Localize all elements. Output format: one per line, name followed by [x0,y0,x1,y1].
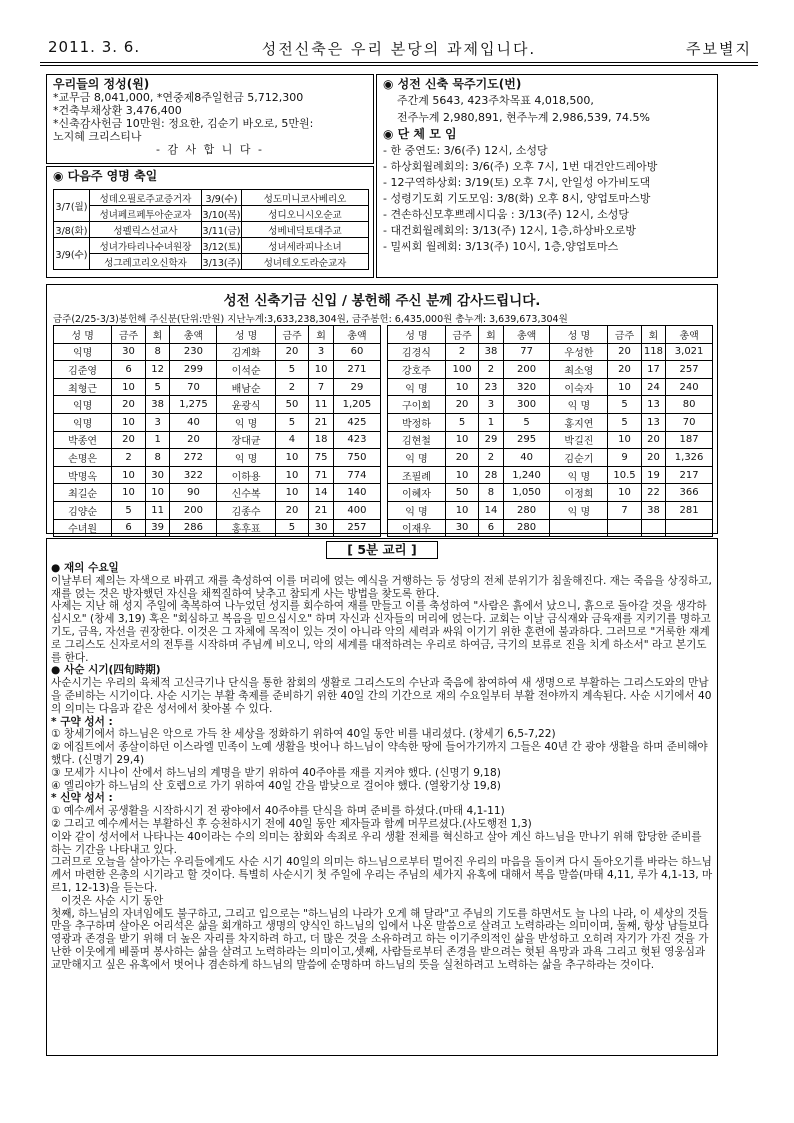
donor-amount-cell: 1 [479,413,503,431]
donor-name-cell: 익 명 [388,501,446,519]
donor-amount-cell: 7 [608,501,641,519]
donor-amount-cell: 366 [666,484,713,502]
donor-amount-cell: 2 [445,343,478,361]
header-rule-2 [40,65,758,66]
ot-item: ① 창세기에서 하느님은 악으로 가득 찬 세상을 정화하기 위하여 40일 동안 비를 내리셨다. (창세기 6,5-7,22) [51,728,556,741]
donor-amount-cell: 240 [666,378,713,396]
donor-amount-cell: 5 [275,361,309,379]
donor-name-cell: 익 명 [550,396,608,414]
prayer-groups-box [376,74,718,278]
donor-name-cell: 박명옥 [54,466,112,484]
fund-row [388,519,713,537]
donor-amount-cell: 6 [479,519,503,537]
donor-amount-cell: 400 [333,501,380,519]
nameday-date: 3/10(목) [202,206,242,222]
bulletin-title: 성전신축은 우리 본당의 과제입니다. [261,40,537,58]
donor-amount-cell: 774 [333,466,380,484]
groups-title: 단 체 모 임 [397,127,457,141]
donor-amount-cell: 5 [608,396,641,414]
donor-amount-cell: 2 [112,449,146,467]
doctrine-box [46,538,718,1056]
offering-thanks: - 감 사 합 니 다 - [155,143,265,156]
donor-name-cell: 김준영 [54,361,112,379]
donor-name-cell: 장대균 [217,431,275,449]
donor-amount-cell: 70 [666,413,713,431]
donor-amount-cell: 5 [608,413,641,431]
nameday-box [46,166,374,278]
fund-row [54,361,381,379]
donor-name-cell: 조필례 [388,466,446,484]
donor-amount-cell: 3 [145,413,170,431]
nt-item: ② 그리고 예수께서는 부활하신 후 승천하시기 전에 40일 동안 제자들과 함께 머무르셨다.(사도행전 1,3) [51,817,532,830]
donor-name-cell: 최길순 [54,484,112,502]
doctrine-paragraph: 사제는 지난 해 성지 주일에 축복하여 나누었던 성지를 회수하여 재를 만들고 이를 축성하여 "사람은 흙에서 났으니, 흙으로 돌아갈 것을 생각하십시오" (창세 3,19) 혹은 "회심하고 복음을 믿으십시오" 하며 자신과 신자들의 머리에 얹는다. 교회는 이날 금식재와 금육재를 지키기를 명하고 기도, 금욕, 자선을 권장한다. 이것은 그 자체에 목적이 있는 것이 아니라 악의 세력과 싸워 이기기 위한 훈련에 불과하다. 그러므로 "거룩한 재계로 그리스도 신자로서의 전투를 시작하며 주님께 비오니, 악의 세계를 대적하려는 우리로 하여금, 극기의 보류로 진을 치게 하소서" 라고 본기도를 한다. [51,600,711,664]
donor-amount-cell: 12 [145,361,170,379]
fund-row [388,343,713,361]
nameday-saint: 성녀가타리나수녀원장 [90,238,202,254]
donor-name-cell: 이혜자 [388,484,446,502]
donor-amount-cell: 5 [445,413,478,431]
fund-header-cell: 금주 [112,326,146,344]
donor-amount-cell: 30 [112,343,146,361]
donor-amount-cell: 2 [275,378,309,396]
donor-amount-cell: 30 [445,519,478,537]
donor-name-cell: 최소영 [550,361,608,379]
donor-amount-cell: 6 [112,361,146,379]
donor-name-cell: 익 명 [217,413,275,431]
doctrine-paragraph: 이와 같이 성서에서 나타나는 40이라는 수의 의미는 참회와 속죄로 우리 생활 전체를 혁신하고 살아 계신 하느님을 만나기 위해 합당한 준비를 하는 기간을 나타내고 있다. [51,830,702,856]
donor-amount-cell [608,519,641,537]
donor-amount-cell: 2 [479,361,503,379]
donor-amount-cell: 10 [608,378,641,396]
prayer-line: 전주누계 2,980,891, 현주누계 2,986,539, 74.5% [397,111,650,124]
page-header [40,36,758,60]
donor-name-cell: 신수복 [217,484,275,502]
donor-amount-cell: 10 [275,466,309,484]
donor-amount-cell: 13 [641,396,665,414]
donor-amount-cell: 18 [309,431,334,449]
donor-amount-cell: 118 [641,343,665,361]
donor-amount-cell: 30 [309,519,334,537]
offering-box [46,74,374,164]
nameday-date: 3/13(주) [202,254,242,270]
fund-header-cell: 회 [641,326,665,344]
donor-amount-cell: 3 [479,396,503,414]
donor-amount-cell: 71 [309,466,334,484]
donor-name-cell: 익 명 [550,501,608,519]
donor-amount-cell: 20 [641,431,665,449]
donor-amount-cell: 217 [666,466,713,484]
prayer-line: 주간계 5643, 423주차목표 4,018,500, [397,94,594,107]
donor-amount-cell: 5 [275,413,309,431]
ot-item: ② 에집트에서 종살이하던 이스라엘 민족이 노예 생활을 벗어나 하느님이 약속한 땅에 들어가기까지 그들은 40년 간 광야 생활을 하며 준비해야 했다. (신명기 29,4) [51,741,708,766]
donor-amount-cell: 320 [503,378,550,396]
bulletin-date: 2011. 3. 6. [48,38,141,56]
donor-amount-cell: 70 [170,378,217,396]
offering-line: *신축감사헌금 10만원: 정요한, 김순기 바오로, 5만원: [53,117,314,130]
donor-amount-cell: 10 [112,413,146,431]
donor-name-cell: 익 명 [388,449,446,467]
fund-row [388,431,713,449]
donor-amount-cell: 23 [479,378,503,396]
donor-amount-cell: 280 [503,519,550,537]
offering-line: *건축부채상환 3,476,400 [53,104,182,117]
donor-amount-cell: 300 [503,396,550,414]
fund-header-cell: 회 [145,326,170,344]
doctrine-title: [ 5분 교리 ] [326,541,437,559]
donor-name-cell: 이재우 [388,519,446,537]
donor-name-cell: 이정희 [550,484,608,502]
donor-name-cell: 박종연 [54,431,112,449]
nameday-saint: 성데오필로주교증거자 [90,190,202,206]
donor-amount-cell: 10 [608,484,641,502]
donor-amount-cell: 11 [309,396,334,414]
fund-row [54,449,381,467]
donor-amount-cell: 50 [445,484,478,502]
doctrine-paragraph: 첫째, 하느님의 자녀임에도 불구하고, 그리고 입으로는 "하느님의 나라가 오게 해 달라"고 주님의 기도를 하면서도 늘 나의 나라, 이 세상의 것들만을 추구하며 살아온 어리석은 삶을 회개하고 생명의 양식인 하느님의 입에서 나온 말씀으로 살려고 노력하라는 의미이며, 둘째, 항상 남들보다 영광과 존경을 받기 위해 더 높은 자리를 차지하려 하고, 더 많은 것을 소유하려고 하는 이기주의적인 삶을 반성하고 오히려 자기가 가진 것을 가난한 이웃에게 베풀며 봉사하는 삶을 살려고 노력하라는 의미이고,셋째, 사람들로부터 존경을 받으려는 헛된 욕망과 과욕 그리고 헛된 영웅심과 교만해지고 싶은 유혹에서 벗어나 겸손하게 하느님의 말씀에 순명하며 하느님의 뜻을 실천하려고 노력하는 삶을 추구하라는 것이다. [51,907,709,971]
fund-row [54,396,381,414]
nameday-table [53,189,369,270]
donor-amount-cell: 30 [145,466,170,484]
donor-amount-cell: 187 [666,431,713,449]
donor-amount-cell: 21 [309,413,334,431]
doctrine-paragraph: 사순시기는 우리의 육체적 고신극기나 단식을 통한 참회의 생활로 그리스도의 수난과 죽음에 참여하여 새 생명으로 부활하는 그리스도와의 만남을 준비하는 시기이다. 사순 시기는 부활 축제를 준비하기 위한 40일 간의 기간으로 재의 수요일부터 부활 전야까지 계속된다. 사순 시기에서 40의 의미는 다음과 같은 성서에서 찾아볼 수 있다. [51,677,712,715]
donor-amount-cell: 425 [333,413,380,431]
donor-name-cell: 최형근 [54,378,112,396]
nt-item: ① 예수께서 공생활을 시작하시기 전 광야에서 40주야를 단식을 하며 준비를 하셨다.(마태 4,1-11) [51,805,505,818]
donor-amount-cell: 10 [309,361,334,379]
bullet-icon: ● [51,664,64,677]
donor-amount-cell: 20 [445,449,478,467]
donor-amount-cell: 40 [170,413,217,431]
donor-amount-cell: 19 [641,466,665,484]
fund-row [388,378,713,396]
donor-amount-cell: 77 [503,343,550,361]
fund-row [54,501,381,519]
donor-amount-cell: 5 [503,413,550,431]
doctrine-subheading: * 신약 성서 : [51,792,113,805]
donor-amount-cell: 1,050 [503,484,550,502]
donor-amount-cell: 10 [112,484,146,502]
donor-amount-cell: 20 [112,431,146,449]
donor-amount-cell: 1 [145,431,170,449]
ot-item: ③ 모세가 시나이 산에서 하느님의 계명을 받기 위하여 40주야를 재를 지켜야 했다. (신명기 9,18) [51,766,501,779]
donor-amount-cell: 20 [275,343,309,361]
fund-row [388,449,713,467]
donor-amount-cell: 10 [145,484,170,502]
donor-amount-cell: 14 [479,501,503,519]
donor-amount-cell: 272 [170,449,217,467]
donor-amount-cell: 29 [333,378,380,396]
nameday-day: 3/9(수) [54,238,90,270]
donor-amount-cell: 10 [445,466,478,484]
donor-amount-cell: 1,275 [170,396,217,414]
donor-amount-cell: 299 [170,361,217,379]
fund-row [388,466,713,484]
nameday-title: 다음주 영명 축일 [67,169,158,183]
nameday-day: 3/8(화) [54,222,90,238]
bullet-icon: ● [51,562,64,574]
donor-amount-cell: 17 [641,361,665,379]
doctrine-heading: 사순 시기(四旬時期) [63,664,161,677]
nameday-saint: 성녀페르페투아순교자 [90,206,202,222]
fund-row [388,361,713,379]
donor-amount-cell: 38 [641,501,665,519]
nameday-saint: 성녀테오도라순교자 [242,254,369,270]
donor-amount-cell: 5 [112,501,146,519]
donor-amount-cell: 38 [479,343,503,361]
nameday-date: 3/12(토) [202,238,242,254]
donor-amount-cell: 140 [333,484,380,502]
nameday-saint: 성펠릭스선교사 [90,222,202,238]
donor-amount-cell: 8 [145,449,170,467]
donor-amount-cell [666,519,713,537]
fund-row [54,466,381,484]
donor-amount-cell: 39 [145,519,170,537]
doctrine-heading: 재의 수요일 [63,562,119,574]
radio-icon: ◉ [53,169,68,183]
donor-name-cell: 김종수 [217,501,275,519]
donor-name-cell [550,519,608,537]
fund-header-cell: 금주 [445,326,478,344]
nameday-date: 3/11(금) [202,222,242,238]
donor-amount-cell: 271 [333,361,380,379]
donor-name-cell: 익 명 [217,449,275,467]
fund-row [388,484,713,502]
offering-title: 우리들의 정성(원) [53,77,150,91]
nameday-day: 3/7(월) [54,190,90,222]
prayer-title: 성전 신축 묵주기도(번) [397,77,522,91]
header-rule [40,62,758,63]
fund-header-cell: 성 명 [217,326,275,344]
donor-name-cell: 익명 [54,343,112,361]
donor-name-cell: 우성한 [550,343,608,361]
donor-name-cell: 홍지연 [550,413,608,431]
donor-name-cell: 박길진 [550,431,608,449]
fund-row [388,396,713,414]
fund-title: 성전 신축기금 신입 / 봉헌해 주신 분께 감사드립니다. [223,293,541,309]
fund-row [388,501,713,519]
donor-amount-cell: 3,021 [666,343,713,361]
doctrine-paragraph: 그러므로 오늘을 살아가는 우리들에게도 사순 시기 40일의 의미는 하느님으로부터 멀어진 우리의 마음을 돌이켜 다시 돌아오기를 바라는 하느님께서 마련한 은총의 시기라고 할 것이다. 특별히 사순시기 첫 주일에 우리는 주님의 세가지 유혹에 대해서 복음 말씀(마태 4,11, 루가 4,1-13, 마르1, 12-13)을 듣는다. [51,856,713,894]
donor-amount-cell: 8 [145,343,170,361]
group-item: - 12구역하상회: 3/19(토) 오후 7시, 안일성 아가비도댁 [383,176,651,189]
donor-name-cell: 김계화 [217,343,275,361]
donor-amount-cell: 750 [333,449,380,467]
group-item: - 성령기도회 기도모임: 3/8(화) 오후 8시, 양업토마스방 [383,192,651,205]
fund-header-cell: 총액 [666,326,713,344]
radio-icon: ◉ [383,127,398,141]
donor-name-cell: 익명 [54,413,112,431]
offering-line: 노지혜 크리스티나 [53,130,142,143]
donor-amount-cell: 10.5 [608,466,641,484]
donor-name-cell: 배남순 [217,378,275,396]
nameday-date: 3/9(수) [202,190,242,206]
donor-amount-cell: 9 [608,449,641,467]
donor-amount-cell: 3 [309,343,334,361]
fund-row [54,431,381,449]
fund-row [54,484,381,502]
doctrine-subheading: * 구약 성서 : [51,715,113,728]
doctrine-paragraph: 이것은 사순 시기 동안 [61,894,164,907]
donor-amount-cell: 295 [503,431,550,449]
donor-name-cell: 익 명 [550,466,608,484]
donor-name-cell: 수녀원 [54,519,112,537]
donor-amount-cell: 75 [309,449,334,467]
fund-header-cell: 총액 [170,326,217,344]
donor-amount-cell: 10 [445,501,478,519]
donor-amount-cell: 257 [666,361,713,379]
fund-header-cell: 총액 [333,326,380,344]
donor-amount-cell: 10 [445,378,478,396]
donor-name-cell: 김양순 [54,501,112,519]
fund-header-cell: 성 명 [54,326,112,344]
donor-amount-cell: 1,326 [666,449,713,467]
donor-name-cell: 구이회 [388,396,446,414]
donor-amount-cell: 286 [170,519,217,537]
donor-amount-cell: 20 [608,361,641,379]
donor-name-cell: 김경식 [388,343,446,361]
donor-name-cell: 손명은 [54,449,112,467]
donor-amount-cell: 20 [275,501,309,519]
fund-row [54,343,381,361]
fund-header-cell: 회 [479,326,503,344]
offering-line: *교무금 8,041,000, *연중제8주일헌금 5,712,300 [53,91,304,104]
donor-amount-cell: 13 [641,413,665,431]
donor-name-cell: 강호주 [388,361,446,379]
fund-box [46,284,718,534]
donor-name-cell: 윤광식 [217,396,275,414]
group-item: - 하상회월례회의: 3/6(주) 오후 7시, 1번 대건안드레아방 [383,160,658,173]
ot-item: ④ 엘리야가 하느님의 산 호렙으로 가기 위하여 40일 간을 밤낮으로 걸어야 했다. (열왕기상 19,8) [51,779,501,792]
fund-header-cell: 총액 [503,326,550,344]
donor-amount-cell: 100 [445,361,478,379]
donor-amount-cell: 1,240 [503,466,550,484]
fund-row [388,413,713,431]
donor-amount-cell: 28 [479,466,503,484]
group-item: - 한 중연도: 3/6(주) 12시, 소성당 [383,144,548,157]
group-item: - 견손하신모후쁘레시디움 : 3/13(주) 12시, 소성당 [383,208,629,221]
donor-amount-cell: 24 [641,378,665,396]
donor-amount-cell: 5 [275,519,309,537]
donor-amount-cell: 10 [275,449,309,467]
donor-amount-cell: 10 [445,431,478,449]
fund-summary: 금주(2/25-3/3)봉헌해 주신분(단위:만원) 지난누계:3,633,238,304원, 금주봉헌: 6,435,000원 총누계: 3,639,673,304원 [53,314,568,325]
nameday-saint: 성그레고리오신학자 [90,254,202,270]
donor-amount-cell: 20 [112,396,146,414]
group-item: - 밀씨회 월례회: 3/13(주) 10시, 1층,양업토마스 [383,240,619,253]
donor-name-cell: 익 명 [388,378,446,396]
donor-amount-cell: 6 [112,519,146,537]
fund-header-cell: 성 명 [388,326,446,344]
donor-name-cell: 이석순 [217,361,275,379]
donor-amount-cell: 280 [503,501,550,519]
donor-amount-cell: 80 [666,396,713,414]
donor-name-cell: 이숙자 [550,378,608,396]
donor-amount-cell: 20 [170,431,217,449]
donor-amount-cell: 10 [275,484,309,502]
donor-amount-cell: 20 [608,343,641,361]
fund-header-cell: 회 [309,326,334,344]
fund-table-right [387,325,713,537]
donor-amount-cell: 10 [112,378,146,396]
donor-name-cell: 홍후표 [217,519,275,537]
donor-name-cell: 익명 [54,396,112,414]
donor-amount-cell [641,519,665,537]
donor-name-cell: 김현철 [388,431,446,449]
radio-icon: ◉ [383,77,398,91]
donor-amount-cell: 20 [641,449,665,467]
donor-amount-cell: 29 [479,431,503,449]
donor-name-cell: 이하용 [217,466,275,484]
nameday-saint: 성베네딕토대주교 [242,222,369,238]
donor-amount-cell: 7 [309,378,334,396]
donor-amount-cell: 423 [333,431,380,449]
donor-amount-cell: 11 [145,501,170,519]
donor-amount-cell: 200 [170,501,217,519]
donor-amount-cell: 40 [503,449,550,467]
donor-amount-cell: 14 [309,484,334,502]
donor-amount-cell: 230 [170,343,217,361]
donor-amount-cell: 50 [275,396,309,414]
fund-row [54,519,381,537]
donor-amount-cell: 2 [479,449,503,467]
donor-name-cell: 김순기 [550,449,608,467]
nameday-saint: 성도미니코사베리오 [242,190,369,206]
donor-amount-cell: 257 [333,519,380,537]
doctrine-paragraph: 이날부터 제의는 자색으로 바뀌고 재를 축성하여 이를 머리에 얹는 예식을 거행하는 등 성당의 전체 분위기가 침울해진다. 재는 죽음을 상징하고, 재를 얹는 것은 방자했던 자신을 채찍질하여 낮추고 참되게 사는 방법을 찾도록 한다. [51,574,712,600]
donor-amount-cell: 4 [275,431,309,449]
donor-amount-cell: 8 [479,484,503,502]
donor-amount-cell: 5 [145,378,170,396]
donor-amount-cell: 200 [503,361,550,379]
donor-amount-cell: 38 [145,396,170,414]
fund-header-cell: 금주 [608,326,641,344]
fund-header-cell: 금주 [275,326,309,344]
donor-amount-cell: 281 [666,501,713,519]
donor-amount-cell: 21 [309,501,334,519]
fund-row [54,413,381,431]
fund-header-cell: 성 명 [550,326,608,344]
donor-amount-cell: 20 [445,396,478,414]
fund-row [54,378,381,396]
donor-amount-cell: 1,205 [333,396,380,414]
donor-amount-cell: 10 [112,466,146,484]
donor-amount-cell: 90 [170,484,217,502]
bulletin-label: 주보별지 [686,40,752,58]
donor-amount-cell: 60 [333,343,380,361]
nameday-saint: 성녀세라피나소녀 [242,238,369,254]
nameday-saint: 성디오니시오순교 [242,206,369,222]
donor-amount-cell: 322 [170,466,217,484]
donor-amount-cell: 10 [608,431,641,449]
fund-table-left [53,325,381,537]
group-item: - 대건회월례회의: 3/13(주) 12시, 1층,하상바오로방 [383,224,636,237]
donor-name-cell: 박정하 [388,413,446,431]
donor-amount-cell: 22 [641,484,665,502]
